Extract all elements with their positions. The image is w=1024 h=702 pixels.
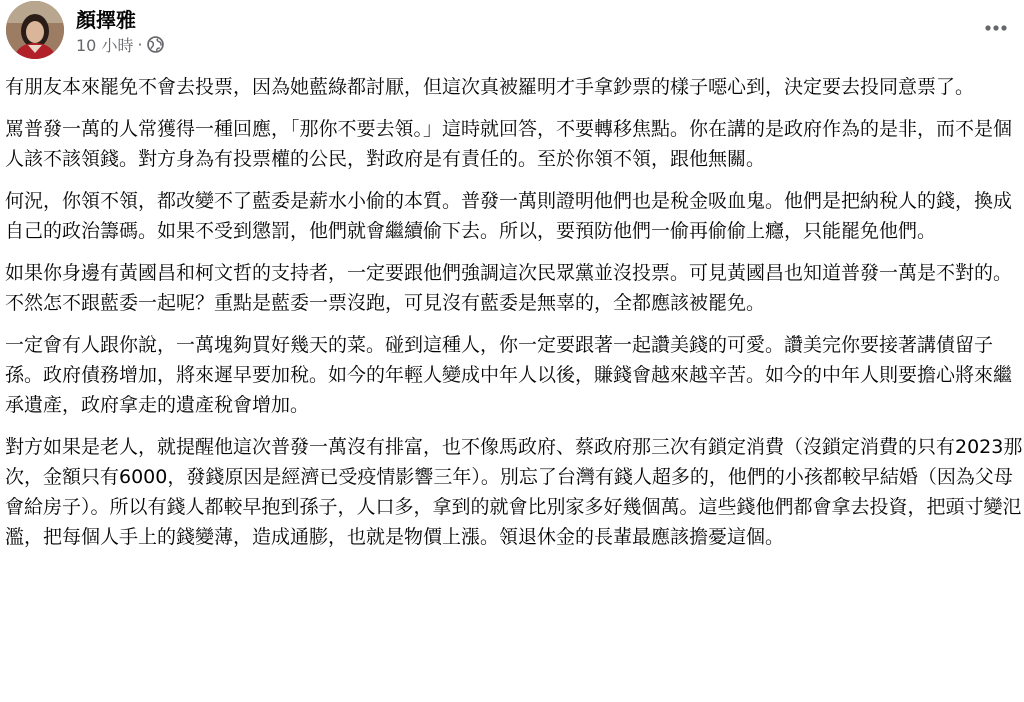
post-paragraph: 如果你身邊有黃國昌和柯文哲的支持者，一定要跟他們強調這次民眾黨並沒投票。可見黃國昌也知道普發一萬是不對的。不然怎不跟藍委一起呢？重點是藍委一票沒跑，可見沒有藍委是無辜的，全都應該被罷免。: [5, 262, 1013, 314]
more-options-icon: [984, 24, 1008, 32]
post-paragraph: 何況，你領不領，都改變不了藍委是薪水小偷的本質。普發一萬則證明他們也是稅金吸血鬼。他們是把納稅人的錢，換成自己的政治籌碼。如果不受到懲罰，他們就會繼續偷下去。所以，要預防他們一偷再偷偷上癮，只能罷免他們。: [5, 190, 1013, 242]
post-meta: [76, 33, 164, 55]
profile-photo-icon: [6, 1, 64, 59]
post-paragraph: 對方如果是老人，就提醒他這次普發一萬沒有排富，也不像馬政府、蔡政府那三次有鎖定消費（沒鎖定消費的只有2023那次，金額只有6000，發錢原因是經濟已受疫情影響三年）。別忘了台灣有錢人超多的，他們的小孩都較早結婚（因為父母會給房子）。所以有錢人都較早抱到孫子，人口多，拿到的就會比別家多好幾個萬。這些錢他們都會拿去投資，把頭寸變氾濫，把每個人手上的錢變薄，造成通膨，也就是物價上漲。領退休金的長輩最應該擔憂這個。: [5, 436, 1023, 548]
meta-separator: ·: [137, 34, 143, 54]
globe-icon[interactable]: [147, 36, 164, 53]
post-timestamp[interactable]: 10 小時: [76, 35, 134, 55]
post-header: [0, 0, 1024, 66]
post-paragraph: 一定會有人跟你說，一萬塊夠買好幾天的菜。碰到這種人，你一定要跟著一起讚美錢的可愛。讚美完你要接著講債留子孫。政府債務增加，將來遲早要加稅。如今的年輕人變成中年人以後，賺錢會越來越辛苦。如今的中年人則要擔心將來繼承遺產，政府拿走的遺產稅會增加。: [5, 334, 1013, 416]
more-options-button[interactable]: [978, 10, 1014, 46]
post-paragraph: 罵普發一萬的人常獲得一種回應，「那你不要去領。」這時就回答，不要轉移焦點。你在講的是政府作為的是非，而不是個人該不該領錢。對方身為有投票權的公民，對政府是有責任的。至於你領不領，跟他無關。: [5, 118, 1013, 170]
avatar[interactable]: [6, 1, 64, 59]
post-body: [5, 72, 1023, 564]
author-name[interactable]: 顏擇雅: [76, 8, 136, 32]
post-paragraph: 有朋友本來罷免不會去投票，因為她藍綠都討厭，但這次真被羅明才手拿鈔票的樣子噁心到，決定要去投同意票了。: [5, 76, 975, 98]
